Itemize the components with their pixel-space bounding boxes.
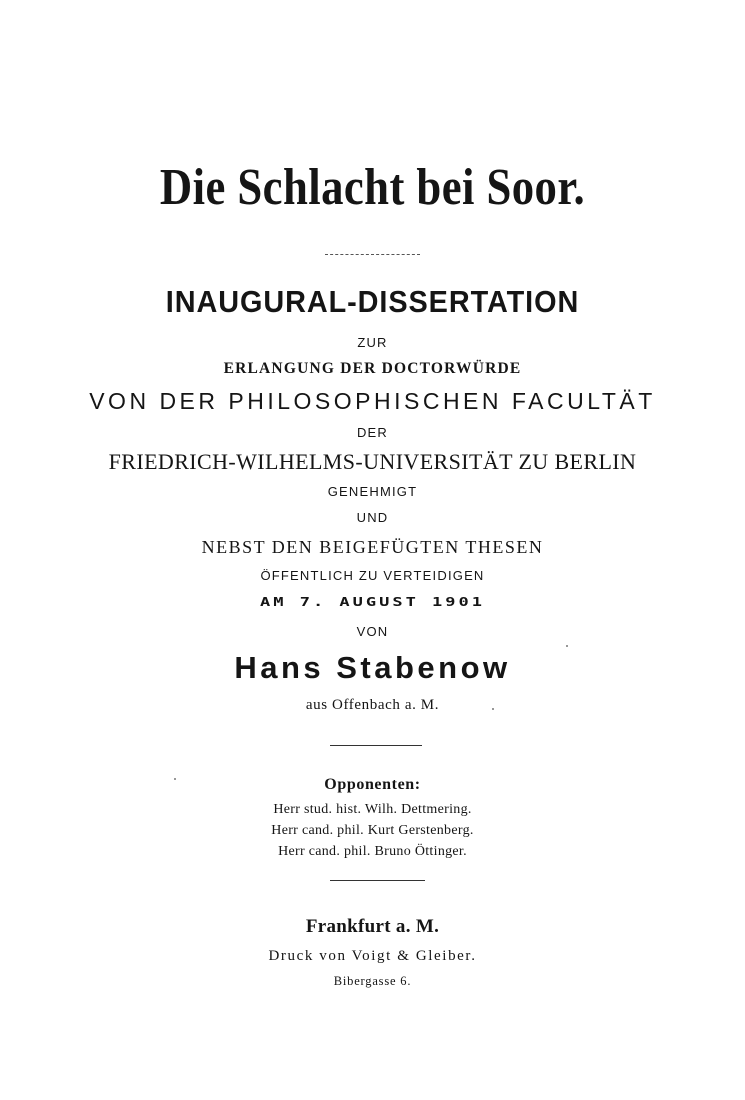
paper-speck: [566, 645, 568, 647]
von-label: VON: [356, 624, 389, 639]
genehmigt-label: GENEHMIGT: [327, 484, 418, 499]
zur-label: ZUR: [357, 335, 388, 350]
opponent-item: Herr cand. phil. Bruno Öttinger.: [278, 844, 467, 859]
imprint-city: Frankfurt a. M.: [305, 916, 440, 937]
author-origin: aus Offenbach a. M.: [305, 697, 440, 713]
divider-bottom: [330, 880, 425, 881]
der-label: DER: [356, 425, 389, 440]
divider-middle: [330, 745, 422, 746]
thesen-line: NEBST DEN BEIGEFÜGTEN THESEN: [201, 537, 544, 557]
und-label: UND: [356, 510, 389, 525]
author-name: Hans Stabenow: [234, 650, 511, 685]
university-line: FRIEDRICH-WILHELMS-UNIVERSITÄT ZU BERLIN: [108, 449, 637, 474]
opponent-item: Herr stud. hist. Wilh. Dettmering.: [273, 802, 472, 817]
opponents-heading: Opponenten:: [324, 776, 421, 793]
paper-speck: [492, 708, 494, 710]
erlangung-line: ERLANGUNG DER DOCTORWÜRDE: [223, 360, 522, 377]
divider-top: [325, 254, 420, 255]
page-title: Die Schlacht bei Soor.: [159, 159, 586, 216]
faculty-line: VON DER PHILOSOPHISCHEN FACULTÄT: [89, 388, 656, 414]
imprint-printer: Druck von Voigt & Gleiber.: [268, 948, 477, 964]
dissertation-heading: INAUGURAL-DISSERTATION: [165, 284, 580, 319]
imprint-street: Bibergasse 6.: [333, 974, 412, 988]
opponent-item: Herr cand. phil. Kurt Gerstenberg.: [271, 823, 474, 838]
paper-speck: [174, 778, 176, 780]
verteidigen-line: ÖFFENTLICH ZU VERTEIDIGEN: [260, 568, 485, 583]
defense-date: AM 7. AUGUST 1901: [260, 594, 485, 610]
